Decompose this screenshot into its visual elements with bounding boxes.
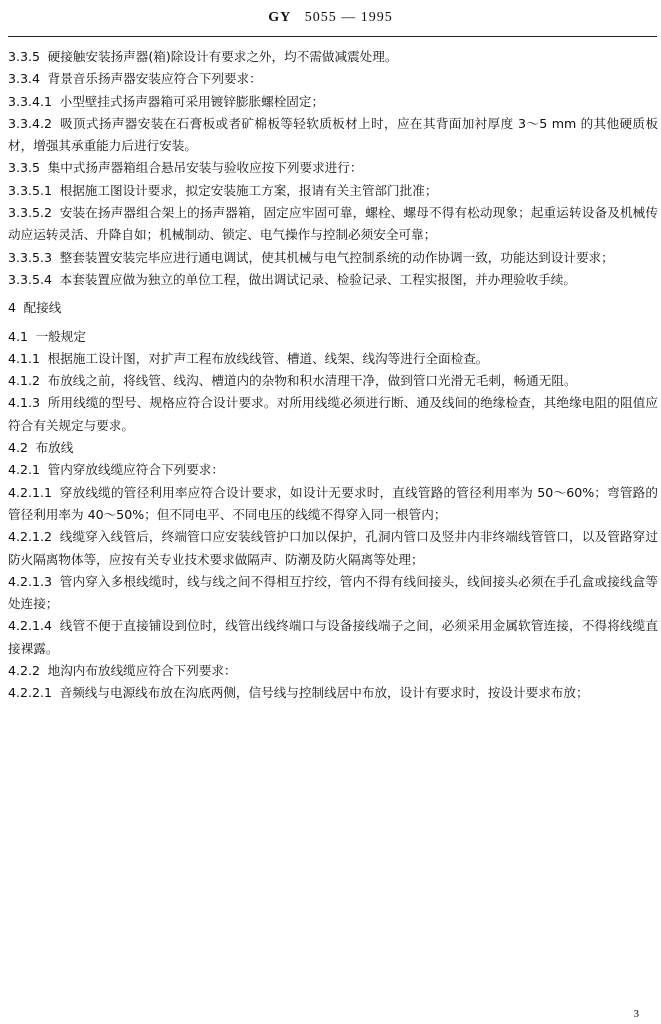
clause-text: 吸顶式扬声器安装在石膏板或者矿棉板等轻软质板材上时，应在其背面加衬厚度 3～5 mm 的其他硬质板材，增强其承重能力后进行安装。 bbox=[8, 115, 658, 154]
clause-number: 3.3.5 bbox=[8, 160, 41, 176]
clause-paragraph bbox=[8, 682, 658, 704]
clause-paragraph bbox=[8, 180, 658, 202]
clause-number: 4.2.1.2 bbox=[8, 529, 53, 545]
clause-paragraph bbox=[8, 459, 658, 481]
document-body bbox=[8, 46, 658, 705]
clause-text: 一般规定 bbox=[35, 328, 86, 344]
standard-number: 5055 — 1995 bbox=[304, 10, 393, 25]
clause-paragraph bbox=[8, 202, 658, 247]
clause-number: 4.2.1.4 bbox=[8, 618, 53, 634]
clause-paragraph bbox=[8, 247, 658, 269]
clause-text: 所用线缆的型号、规格应符合设计要求。对所用线缆必须进行断、通及线间的绝缘检查，其绝缘电阻的阻值应符合有关规定与要求。 bbox=[8, 395, 658, 433]
clause-number: 3.3.4 bbox=[8, 71, 41, 87]
clause-paragraph bbox=[8, 370, 658, 392]
clause-paragraph bbox=[8, 157, 658, 179]
clause-text: 背景音乐扬声器安装应符合下列要求： bbox=[47, 71, 262, 87]
clause-number: 4.2.1.1 bbox=[8, 484, 53, 500]
clause-text: 配接线 bbox=[23, 300, 62, 316]
clause-number: 3.3.4.1 bbox=[8, 93, 53, 109]
clause-text: 地沟内布放线缆应符合下列要求： bbox=[47, 663, 237, 679]
clause-paragraph bbox=[8, 392, 658, 437]
clause-paragraph bbox=[8, 437, 658, 459]
clause-number: 4.2.2 bbox=[8, 663, 41, 679]
clause-text: 小型壁挂式扬声器箱可采用镀锌膨胀螺栓固定； bbox=[59, 93, 325, 109]
standard-code: GY bbox=[268, 10, 292, 25]
clause-number: 3.3.4.2 bbox=[8, 115, 53, 131]
clause-number: 3.3.5.1 bbox=[8, 182, 53, 198]
clause-number: 4.2.2.1 bbox=[8, 685, 53, 701]
clause-paragraph bbox=[8, 91, 658, 113]
clause-text: 根据施工设计图，对扩声工程布放线线管、槽道、线架、线沟等进行全面检查。 bbox=[47, 350, 489, 366]
clause-text: 根据施工图设计要求，拟定安装施工方案，报请有关主管部门批准； bbox=[59, 182, 438, 198]
clause-paragraph bbox=[8, 526, 658, 571]
clause-paragraph bbox=[8, 571, 658, 616]
clause-paragraph bbox=[8, 660, 658, 682]
clause-number: 3.3.5.3 bbox=[8, 249, 53, 265]
clause-paragraph bbox=[8, 615, 658, 660]
clause-number: 4.1.2 bbox=[8, 373, 41, 389]
clause-text: 管内穿放线缆应符合下列要求： bbox=[47, 462, 224, 478]
clause-number: 3.3.5.4 bbox=[8, 271, 53, 287]
clause-text: 整套装置安装完毕应进行通电调试，使其机械与电气控制系统的动作协调一致，功能达到设计要求； bbox=[59, 249, 614, 265]
clause-number: 3.3.5 bbox=[8, 49, 41, 64]
clause-text: 管内穿入多根线缆时，线与线之间不得相互拧绞，管内不得有线间接头，线间接头必须在手孔盒或接线盒等处连接； bbox=[8, 573, 658, 612]
clause-text: 硬接触安装扬声器(箱)除设计有要求之外，均不需做减震处理。 bbox=[47, 49, 398, 64]
clause-paragraph bbox=[8, 326, 658, 348]
clause-number: 4.2.1.3 bbox=[8, 573, 53, 589]
header-rule bbox=[8, 36, 657, 37]
clause-text: 线管不便于直接铺设到位时，线管出线终端口与设备接线端子之间，必须采用金属软管连接，不得将线缆直接裸露。 bbox=[8, 618, 658, 656]
page-header bbox=[0, 10, 661, 26]
clause-paragraph bbox=[8, 482, 658, 527]
clause-text: 布放线 bbox=[35, 440, 74, 456]
clause-paragraph bbox=[8, 68, 658, 90]
clause-text: 集中式扬声器箱组合悬吊安装与验收应按下列要求进行： bbox=[47, 160, 363, 176]
clause-number: 4.2.1 bbox=[8, 462, 41, 478]
clause-text: 布放线之前，将线管、线沟、槽道内的杂物和积水清理干净，做到管口光滑无毛刺，畅通无阻。 bbox=[47, 373, 577, 389]
section-heading bbox=[8, 297, 658, 319]
clause-text: 音频线与电源线布放在沟底两侧，信号线与控制线居中布放，设计有要求时，按设计要求布放； bbox=[59, 685, 589, 701]
page-number: 3 bbox=[633, 1008, 639, 1020]
clause-paragraph bbox=[8, 46, 658, 68]
clause-text: 穿放线缆的管径利用率应符合设计要求，如设计无要求时，直线管路的管径利用率为 50～60%；弯管路的管径利用率为 40～50%；但不同电平、不同电压的线缆不得穿入同一根管内； bbox=[8, 484, 658, 522]
clause-number: 4 bbox=[8, 300, 17, 316]
clause-number: 4.1.1 bbox=[8, 350, 41, 366]
clause-paragraph bbox=[8, 348, 658, 370]
clause-number: 4.1.3 bbox=[8, 395, 41, 411]
clause-number: 4.2 bbox=[8, 440, 29, 456]
clause-number: 3.3.5.2 bbox=[8, 205, 53, 221]
clause-text: 本套装置应做为独立的单位工程，做出调试记录、检验记录、工程实报图，并办理验收手续。 bbox=[59, 271, 576, 287]
clause-text: 安装在扬声器组合架上的扬声器箱，固定应牢固可靠，螺栓、螺母不得有松动现象；起重运转设备及机械传动应运转灵活、升降自如；机械制动、锁定、电气操作与控制必须安全可靠； bbox=[8, 205, 658, 243]
clause-paragraph bbox=[8, 269, 658, 291]
clause-number: 4.1 bbox=[8, 328, 29, 344]
clause-text: 线缆穿入线管后，终端管口应安装线管护口加以保护，孔洞内管口及竖井内非终端线管管口，以及管路穿过防火隔离物体等，应按有关专业技术要求做隔声、防潮及防火隔离等处理； bbox=[8, 529, 658, 567]
clause-paragraph bbox=[8, 113, 658, 158]
